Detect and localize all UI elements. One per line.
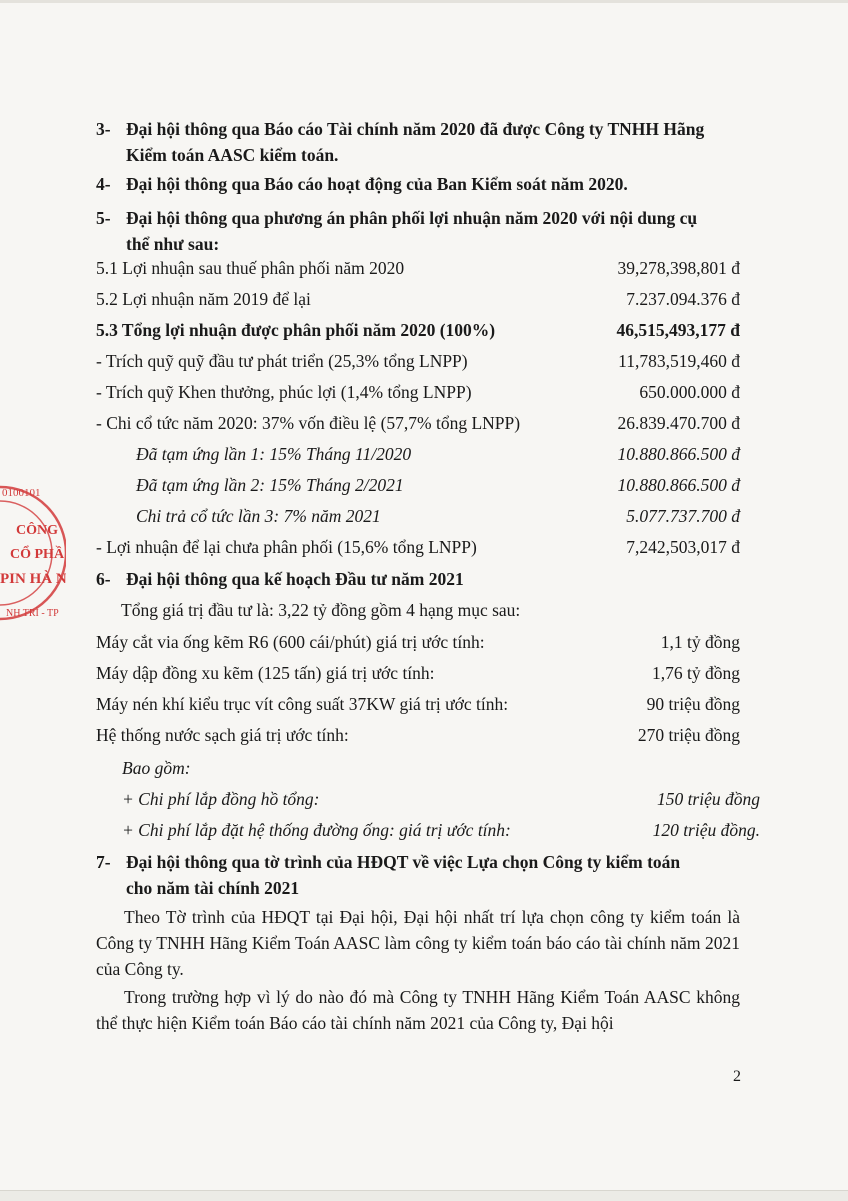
profit-value: 46,515,493,177 đ	[616, 320, 740, 340]
section-5-line-1: Đại hội thông qua phương án phân phối lợi nhuận năm 2020 với nội dung cụ	[126, 208, 698, 228]
investment-label: Hệ thống nước sạch giá trị ước tính:	[96, 725, 349, 745]
profit-label: 5.1 Lợi nhuận sau thuế phân phối năm 2020	[96, 258, 405, 278]
profit-row-5-2	[96, 285, 740, 313]
section-3-line-1: Đại hội thông qua Báo cáo Tài chính năm 2020 đã được Công ty TNHH Hãng	[126, 119, 705, 139]
stamp-ring-text: 0100101	[2, 487, 41, 499]
section-5-line-2: thể như sau:	[126, 234, 220, 254]
page-number: 2	[733, 1068, 741, 1085]
profit-label: 5.2 Lợi nhuận năm 2019 để lại	[96, 289, 311, 309]
profit-value: 39,278,398,801 đ	[617, 258, 740, 278]
investment-includes-text: Bao gồm:	[122, 758, 191, 778]
section-3-line-2: Kiểm toán AASC kiểm toán.	[126, 145, 339, 165]
section-4-heading	[96, 171, 776, 197]
investment-item	[96, 721, 740, 749]
stamp-line-3: PIN HÀ N	[0, 571, 66, 587]
profit-value: 7.237.094.376 đ	[626, 289, 740, 309]
profit-label: - Lợi nhuận để lại chưa phân phối (15,6% tổng LNPP)	[96, 537, 477, 557]
page-edge-top	[0, 0, 848, 3]
investment-label: Máy dập đồng xu kẽm (125 tấn) giá trị ước tính:	[96, 663, 435, 683]
profit-row-5-3-total	[96, 316, 740, 344]
stamp-bottom-text: NH TRÌ - TP	[6, 608, 59, 619]
profit-value: 26.839.470.700 đ	[617, 413, 740, 433]
profit-value: 650.000.000 đ	[639, 382, 740, 402]
paragraph-audit-selection: Theo Tờ trình của HĐQT tại Đại hội, Đại hội nhất trí lựa chọn công ty kiểm toán là Công ty TNHH Hãng Kiểm Toán AASC làm công ty kiểm toán báo cáo tài chính năm 2021 của Công ty.	[96, 907, 740, 979]
section-5-number: 5-	[96, 208, 111, 228]
section-7-number: 7-	[96, 852, 111, 872]
stamp-line-2: CỔ PHẦ	[10, 547, 65, 562]
profit-label: Đã tạm ứng lần 1: 15% Tháng 11/2020	[136, 444, 412, 464]
profit-value: 5.077.737.700 đ	[626, 506, 740, 526]
profit-label: Chi trả cổ tức lần 3: 7% năm 2021	[136, 506, 381, 526]
paragraph-audit-fallback: Trong trường hợp vì lý do nào đó mà Công ty TNHH Hãng Kiểm Toán AASC không thể thực hiện Kiểm toán Báo cáo tài chính năm 2021 của Công ty, Đại hội	[96, 987, 740, 1033]
section-6-line-1: Đại hội thông qua kế hoạch Đầu tư năm 2021	[126, 569, 464, 589]
profit-value: 7,242,503,017 đ	[626, 537, 740, 557]
investment-item	[96, 690, 740, 718]
profit-value: 10.880.866.500 đ	[617, 444, 740, 464]
profit-row-advance-1	[96, 440, 740, 468]
investment-item	[96, 628, 740, 656]
section-5-heading	[96, 205, 776, 257]
profit-row-development-fund	[96, 347, 740, 375]
investment-sub-item	[96, 816, 760, 844]
investment-label: Máy cắt via ống kẽm R6 (600 cái/phút) giá trị ước tính:	[96, 632, 485, 652]
investment-intro	[96, 596, 740, 624]
investment-value: 1,1 tỷ đồng	[660, 632, 740, 652]
investment-sub-value: 120 triệu đồng.	[652, 820, 760, 840]
profit-label: 5.3 Tổng lợi nhuận được phân phối năm 2020 (100%)	[96, 320, 496, 340]
company-stamp	[0, 478, 66, 628]
profit-label: Đã tạm ứng lần 2: 15% Tháng 2/2021	[136, 475, 404, 495]
profit-row-5-1	[96, 254, 740, 282]
investment-includes	[96, 754, 740, 782]
section-3-number: 3-	[96, 119, 111, 139]
profit-label: - Chi cổ tức năm 2020: 37% vốn điều lệ (57,7% tổng LNPP)	[96, 413, 521, 433]
section-6-heading	[96, 566, 776, 592]
investment-value: 1,76 tỷ đồng	[652, 663, 740, 683]
stamp-line-1: CÔNG	[16, 523, 58, 538]
section-4-number: 4-	[96, 174, 111, 194]
page-edge-bottom	[0, 1190, 848, 1201]
profit-value: 11,783,519,460 đ	[618, 351, 740, 371]
profit-row-advance-2	[96, 471, 740, 499]
investment-intro-text: Tổng giá trị đầu tư là: 3,22 tỷ đồng gồm 4 hạng mục sau:	[121, 600, 521, 620]
section-7-line-1: Đại hội thông qua tờ trình của HĐQT về việc Lựa chọn Công ty kiểm toán	[126, 852, 681, 872]
profit-row-dividend	[96, 409, 740, 437]
section-7-heading	[96, 849, 776, 901]
investment-value: 270 triệu đồng	[637, 725, 740, 745]
investment-sub-value: 150 triệu đồng	[656, 789, 760, 809]
investment-value: 90 triệu đồng	[646, 694, 740, 714]
investment-sub-item	[96, 785, 760, 813]
profit-row-retained	[96, 533, 740, 561]
investment-sub-label: + Chi phí lắp đặt hệ thống đường ống: giá trị ước tính:	[122, 820, 511, 840]
profit-label: - Trích quỹ quỹ đầu tư phát triển (25,3% tổng LNPP)	[96, 351, 468, 371]
profit-value: 10.880.866.500 đ	[617, 475, 740, 495]
profit-row-welfare-fund	[96, 378, 740, 406]
profit-label: - Trích quỹ Khen thưởng, phúc lợi (1,4% tổng LNPP)	[96, 382, 472, 402]
profit-row-payment-3	[96, 502, 740, 530]
investment-sub-label: + Chi phí lắp đồng hồ tổng:	[122, 789, 320, 809]
investment-label: Máy nén khí kiểu trục vít công suất 37KW giá trị ước tính:	[96, 694, 509, 714]
section-4-line-1: Đại hội thông qua Báo cáo hoạt động của Ban Kiểm soát năm 2020.	[126, 174, 628, 194]
investment-item	[96, 659, 740, 687]
section-6-number: 6-	[96, 569, 111, 589]
section-7-line-2: cho năm tài chính 2021	[126, 878, 300, 898]
section-3-heading	[96, 116, 776, 168]
